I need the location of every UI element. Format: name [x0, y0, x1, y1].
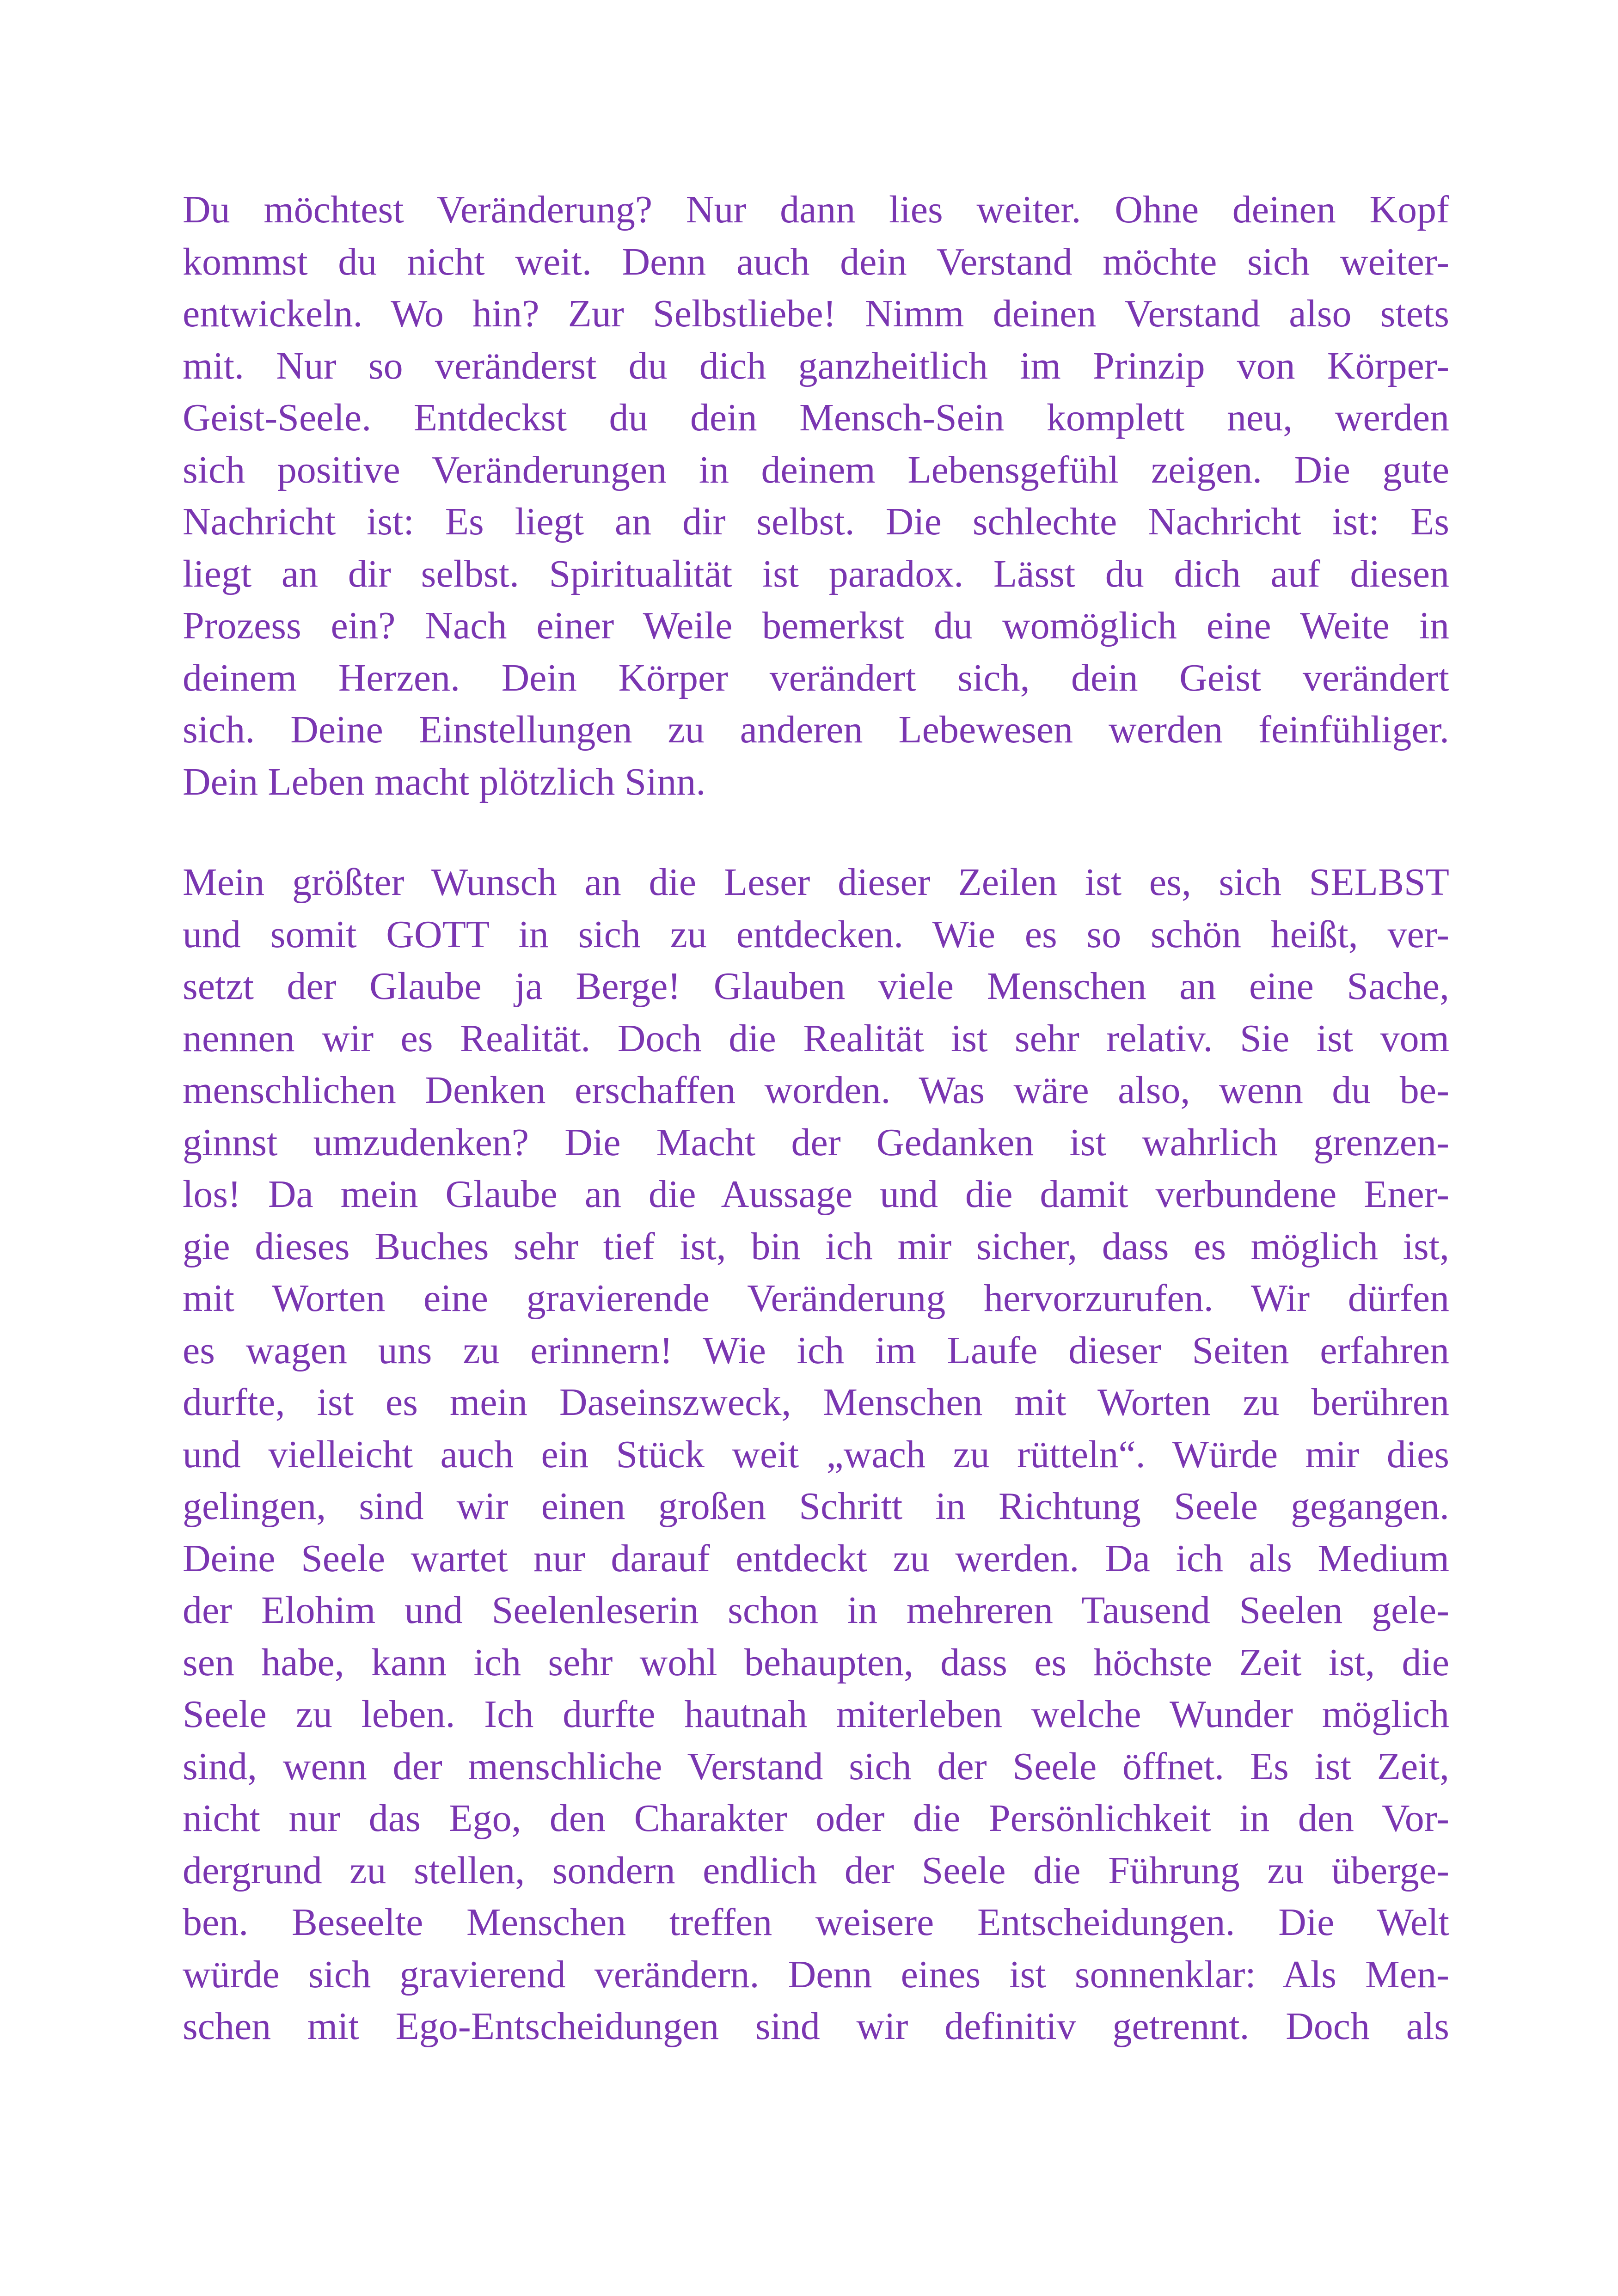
text-line: gie dieses Buches sehr tief ist, bin ich mir sicher, dass es möglich ist,: [183, 1225, 1449, 1268]
text-line: sen habe, kann ich sehr wohl behaupten, dass es höchste Zeit ist, die: [183, 1641, 1449, 1684]
text-line: Du möchtest Veränderung? Nur dann lies weiter. Ohne deinen Kopf: [183, 188, 1449, 231]
text-line: deinem Herzen. Dein Körper verändert sich, dein Geist verändert: [183, 656, 1449, 699]
text-line: nennen wir es Realität. Doch die Realität ist sehr relativ. Sie ist vom: [183, 1016, 1449, 1060]
text-line: Nachricht ist: Es liegt an dir selbst. Die schlechte Nachricht ist: Es: [183, 500, 1449, 543]
text-line: nicht nur das Ego, den Charakter oder die Persönlichkeit in den Vor-: [183, 1797, 1449, 1840]
text-line: los! Da mein Glaube an die Aussage und die damit verbundene Ener-: [183, 1173, 1449, 1216]
text-line: kommst du nicht weit. Denn auch dein Verstand möchte sich weiter-: [183, 240, 1449, 283]
text-line: mit. Nur so veränderst du dich ganzheitlich im Prinzip von Körper-: [183, 344, 1449, 387]
text-line: und vielleicht auch ein Stück weit „wach zu rütteln“. Würde mir dies: [183, 1433, 1449, 1476]
text-line: Mein größter Wunsch an die Leser dieser Zeilen ist es, sich SELBST: [183, 861, 1449, 904]
text-line: ben. Beseelte Menschen treffen weisere Entscheidungen. Die Welt: [183, 1901, 1449, 1944]
text-line: setzt der Glaube ja Berge! Glauben viele Menschen an eine Sache,: [183, 965, 1449, 1008]
text-line: Seele zu leben. Ich durfte hautnah miterleben welche Wunder möglich: [183, 1693, 1449, 1736]
text-line: dergrund zu stellen, sondern endlich der Seele die Führung zu überge-: [183, 1849, 1449, 1892]
text-line: schen mit Ego-Entscheidungen sind wir definitiv getrennt. Doch als: [183, 2005, 1449, 2048]
text-line: und somit GOTT in sich zu entdecken. Wie es so schön heißt, ver-: [183, 912, 1449, 956]
text-line: gelingen, sind wir einen großen Schritt in Richtung Seele gegangen.: [183, 1485, 1449, 1528]
text-line: liegt an dir selbst. Spiritualität ist paradox. Lässt du dich auf diesen: [183, 552, 1449, 595]
text-line: menschlichen Denken erschaffen worden. Was wäre also, wenn du be-: [183, 1069, 1449, 1112]
text-line: mit Worten eine gravierende Veränderung hervorzurufen. Wir dürfen: [183, 1277, 1449, 1320]
text-line: ginnst umzudenken? Die Macht der Gedanken ist wahrlich grenzen-: [183, 1120, 1449, 1164]
text-line: Dein Leben macht plötzlich Sinn.: [183, 760, 706, 803]
text-line: es wagen uns zu erinnern! Wie ich im Laufe dieser Seiten erfahren: [183, 1329, 1449, 1372]
text-line: sich positive Veränderungen in deinem Lebensgefühl zeigen. Die gute: [183, 448, 1449, 491]
text-line: würde sich gravierend verändern. Denn eines ist sonnenklar: Als Men-: [183, 1953, 1449, 1996]
text-line: sich. Deine Einstellungen zu anderen Lebewesen werden feinfühliger.: [183, 708, 1449, 751]
text-line: Deine Seele wartet nur darauf entdeckt zu werden. Da ich als Medium: [183, 1537, 1449, 1580]
text-line: durfte, ist es mein Daseinszweck, Menschen mit Worten zu berühren: [183, 1381, 1449, 1424]
text-line: Geist-Seele. Entdeckst du dein Mensch-Sein komplett neu, werden: [183, 396, 1449, 439]
paragraph-2: [183, 857, 1449, 2053]
text-line: der Elohim und Seelenleserin schon in mehreren Tausend Seelen gele-: [183, 1589, 1449, 1632]
paragraph-1: [183, 184, 1449, 808]
text-line: sind, wenn der menschliche Verstand sich der Seele öffnet. Es ist Zeit,: [183, 1745, 1449, 1788]
text-line: Prozess ein? Nach einer Weile bemerkst du womöglich eine Weite in: [183, 604, 1449, 647]
text-line: entwickeln. Wo hin? Zur Selbstliebe! Nimm deinen Verstand also stets: [183, 292, 1449, 335]
